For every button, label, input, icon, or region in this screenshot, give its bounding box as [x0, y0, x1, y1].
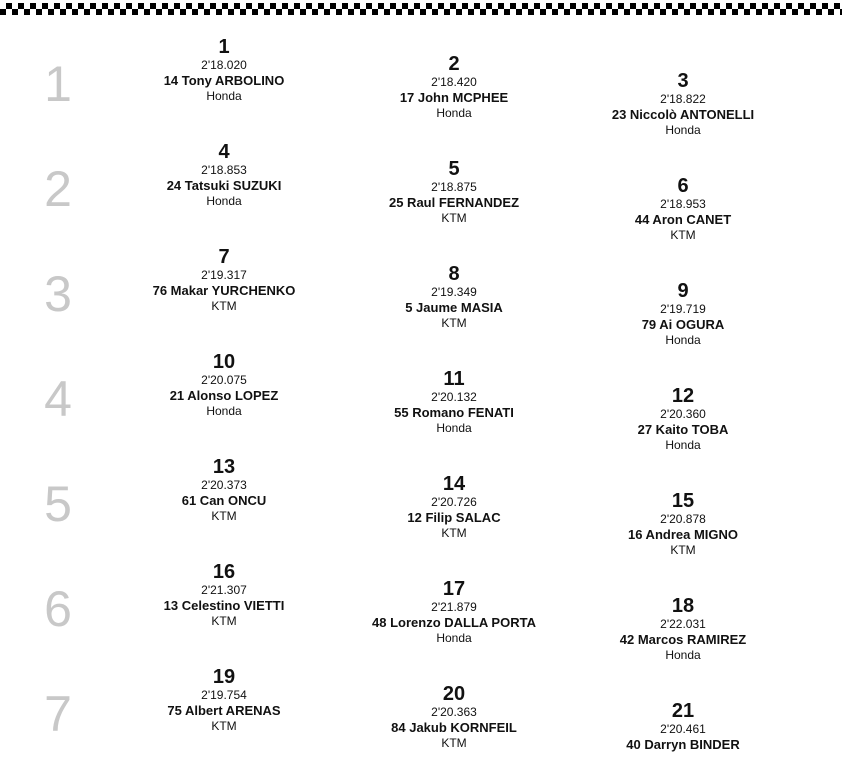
manufacturer: KTM	[211, 719, 237, 733]
manufacturer: Honda	[206, 404, 242, 418]
rider-name: 27 Kaito TOBA	[637, 422, 729, 437]
rider-name: 12 Filip SALAC	[407, 510, 501, 525]
rider-name: 61 Can ONCU	[181, 493, 267, 508]
grid-row-number: 3	[44, 266, 72, 322]
grid-row-number: 4	[44, 371, 72, 427]
grid-slot	[339, 263, 569, 330]
manufacturer: Honda	[665, 438, 701, 452]
rider-name: 79 Ai OGURA	[641, 317, 725, 332]
manufacturer: Honda	[665, 123, 701, 137]
rider-name: 75 Albert ARENAS	[167, 703, 281, 718]
grid-slot	[339, 578, 569, 645]
rider-name: 16 Andrea MIGNO	[627, 527, 739, 542]
lap-time: 2'18.822	[660, 92, 706, 106]
rider-name: 24 Tatsuki SUZUKI	[166, 178, 282, 193]
grid-slot	[339, 53, 569, 120]
lap-time: 2'19.719	[660, 302, 706, 316]
lap-time: 2'20.461	[660, 722, 706, 736]
grid-position: 6	[677, 175, 689, 197]
manufacturer: KTM	[670, 228, 696, 242]
rider-name: 13 Celestino VIETTI	[163, 598, 285, 613]
grid-slot	[568, 280, 798, 347]
lap-time: 2'19.349	[431, 285, 477, 299]
grid-slot	[568, 700, 798, 753]
grid-position: 4	[218, 141, 230, 163]
grid-position: 21	[671, 700, 695, 722]
manufacturer: KTM	[211, 299, 237, 313]
grid-slot	[339, 368, 569, 435]
manufacturer: Honda	[665, 648, 701, 662]
manufacturer: KTM	[211, 509, 237, 523]
lap-time: 2'19.317	[201, 268, 247, 282]
manufacturer: Honda	[206, 194, 242, 208]
grid-position: 17	[442, 578, 466, 600]
grid-row-number: 7	[44, 686, 72, 742]
grid-slot	[109, 36, 339, 103]
lap-time: 2'18.875	[431, 180, 477, 194]
grid-position: 14	[442, 473, 466, 495]
lap-time: 2'21.307	[201, 583, 247, 597]
grid-slot	[568, 595, 798, 662]
grid-slot	[568, 490, 798, 557]
lap-time: 2'20.360	[660, 407, 706, 421]
grid-slot	[568, 175, 798, 242]
rider-name: 23 Niccolò ANTONELLI	[611, 107, 755, 122]
grid-slot	[109, 456, 339, 523]
lap-time: 2'18.420	[431, 75, 477, 89]
lap-time: 2'20.373	[201, 478, 247, 492]
grid-position: 19	[212, 666, 236, 688]
rider-name: 25 Raul FERNANDEZ	[388, 195, 520, 210]
grid-slot	[568, 385, 798, 452]
manufacturer: KTM	[441, 211, 467, 225]
manufacturer: KTM	[441, 736, 467, 750]
rider-name: 17 John MCPHEE	[399, 90, 509, 105]
lap-time: 2'18.020	[201, 58, 247, 72]
lap-time: 2'22.031	[660, 617, 706, 631]
rider-name: 76 Makar YURCHENKO	[152, 283, 296, 298]
grid-slot	[339, 683, 569, 750]
grid-position: 13	[212, 456, 236, 478]
manufacturer: KTM	[441, 526, 467, 540]
lap-time: 2'19.754	[201, 688, 247, 702]
grid-position: 18	[671, 595, 695, 617]
manufacturer: KTM	[670, 543, 696, 557]
grid-position: 15	[671, 490, 695, 512]
rider-name: 48 Lorenzo DALLA PORTA	[372, 615, 536, 630]
lap-time: 2'20.132	[431, 390, 477, 404]
rider-name: 44 Aron CANET	[634, 212, 732, 227]
grid-position: 10	[212, 351, 236, 373]
rider-name: 5 Jaume MASIA	[405, 300, 503, 315]
lap-time: 2'20.363	[431, 705, 477, 719]
rider-name: 55 Romano FENATI	[394, 405, 514, 420]
grid-slot	[339, 158, 569, 225]
grid-slot	[109, 351, 339, 418]
grid-row-number: 5	[44, 476, 72, 532]
lap-time: 2'18.953	[660, 197, 706, 211]
grid-position: 16	[212, 561, 236, 583]
grid-slot	[109, 141, 339, 208]
grid-position: 2	[448, 53, 460, 75]
grid-position: 5	[448, 158, 460, 180]
rider-name: 84 Jakub KORNFEIL	[391, 720, 517, 735]
rider-name: 40 Darryn BINDER	[626, 737, 740, 752]
lap-time: 2'21.879	[431, 600, 477, 614]
grid-position: 3	[677, 70, 689, 92]
manufacturer: KTM	[211, 614, 237, 628]
manufacturer: Honda	[665, 333, 701, 347]
rider-name: 21 Alonso LOPEZ	[169, 388, 279, 403]
grid-slot	[339, 473, 569, 540]
lap-time: 2'20.726	[431, 495, 477, 509]
manufacturer: KTM	[441, 316, 467, 330]
lap-time: 2'20.878	[660, 512, 706, 526]
checkered-flag-banner	[0, 3, 842, 15]
grid-position: 8	[448, 263, 460, 285]
grid-row-number: 2	[44, 161, 72, 217]
grid-row-number: 1	[44, 56, 72, 112]
grid-position: 7	[218, 246, 230, 268]
lap-time: 2'20.075	[201, 373, 247, 387]
grid-position: 12	[671, 385, 695, 407]
rider-name: 42 Marcos RAMIREZ	[619, 632, 747, 647]
lap-time: 2'18.853	[201, 163, 247, 177]
grid-position: 11	[443, 368, 465, 390]
manufacturer: Honda	[436, 421, 472, 435]
grid-slot	[568, 70, 798, 137]
grid-row-number: 6	[44, 581, 72, 637]
rider-name: 14 Tony ARBOLINO	[163, 73, 285, 88]
grid-position: 9	[677, 280, 689, 302]
manufacturer: Honda	[436, 631, 472, 645]
grid-slot	[109, 246, 339, 313]
grid-position: 1	[218, 36, 230, 58]
grid-slot	[109, 561, 339, 628]
grid-position: 20	[442, 683, 466, 705]
grid-slot	[109, 666, 339, 733]
manufacturer: Honda	[436, 106, 472, 120]
manufacturer: Honda	[206, 89, 242, 103]
